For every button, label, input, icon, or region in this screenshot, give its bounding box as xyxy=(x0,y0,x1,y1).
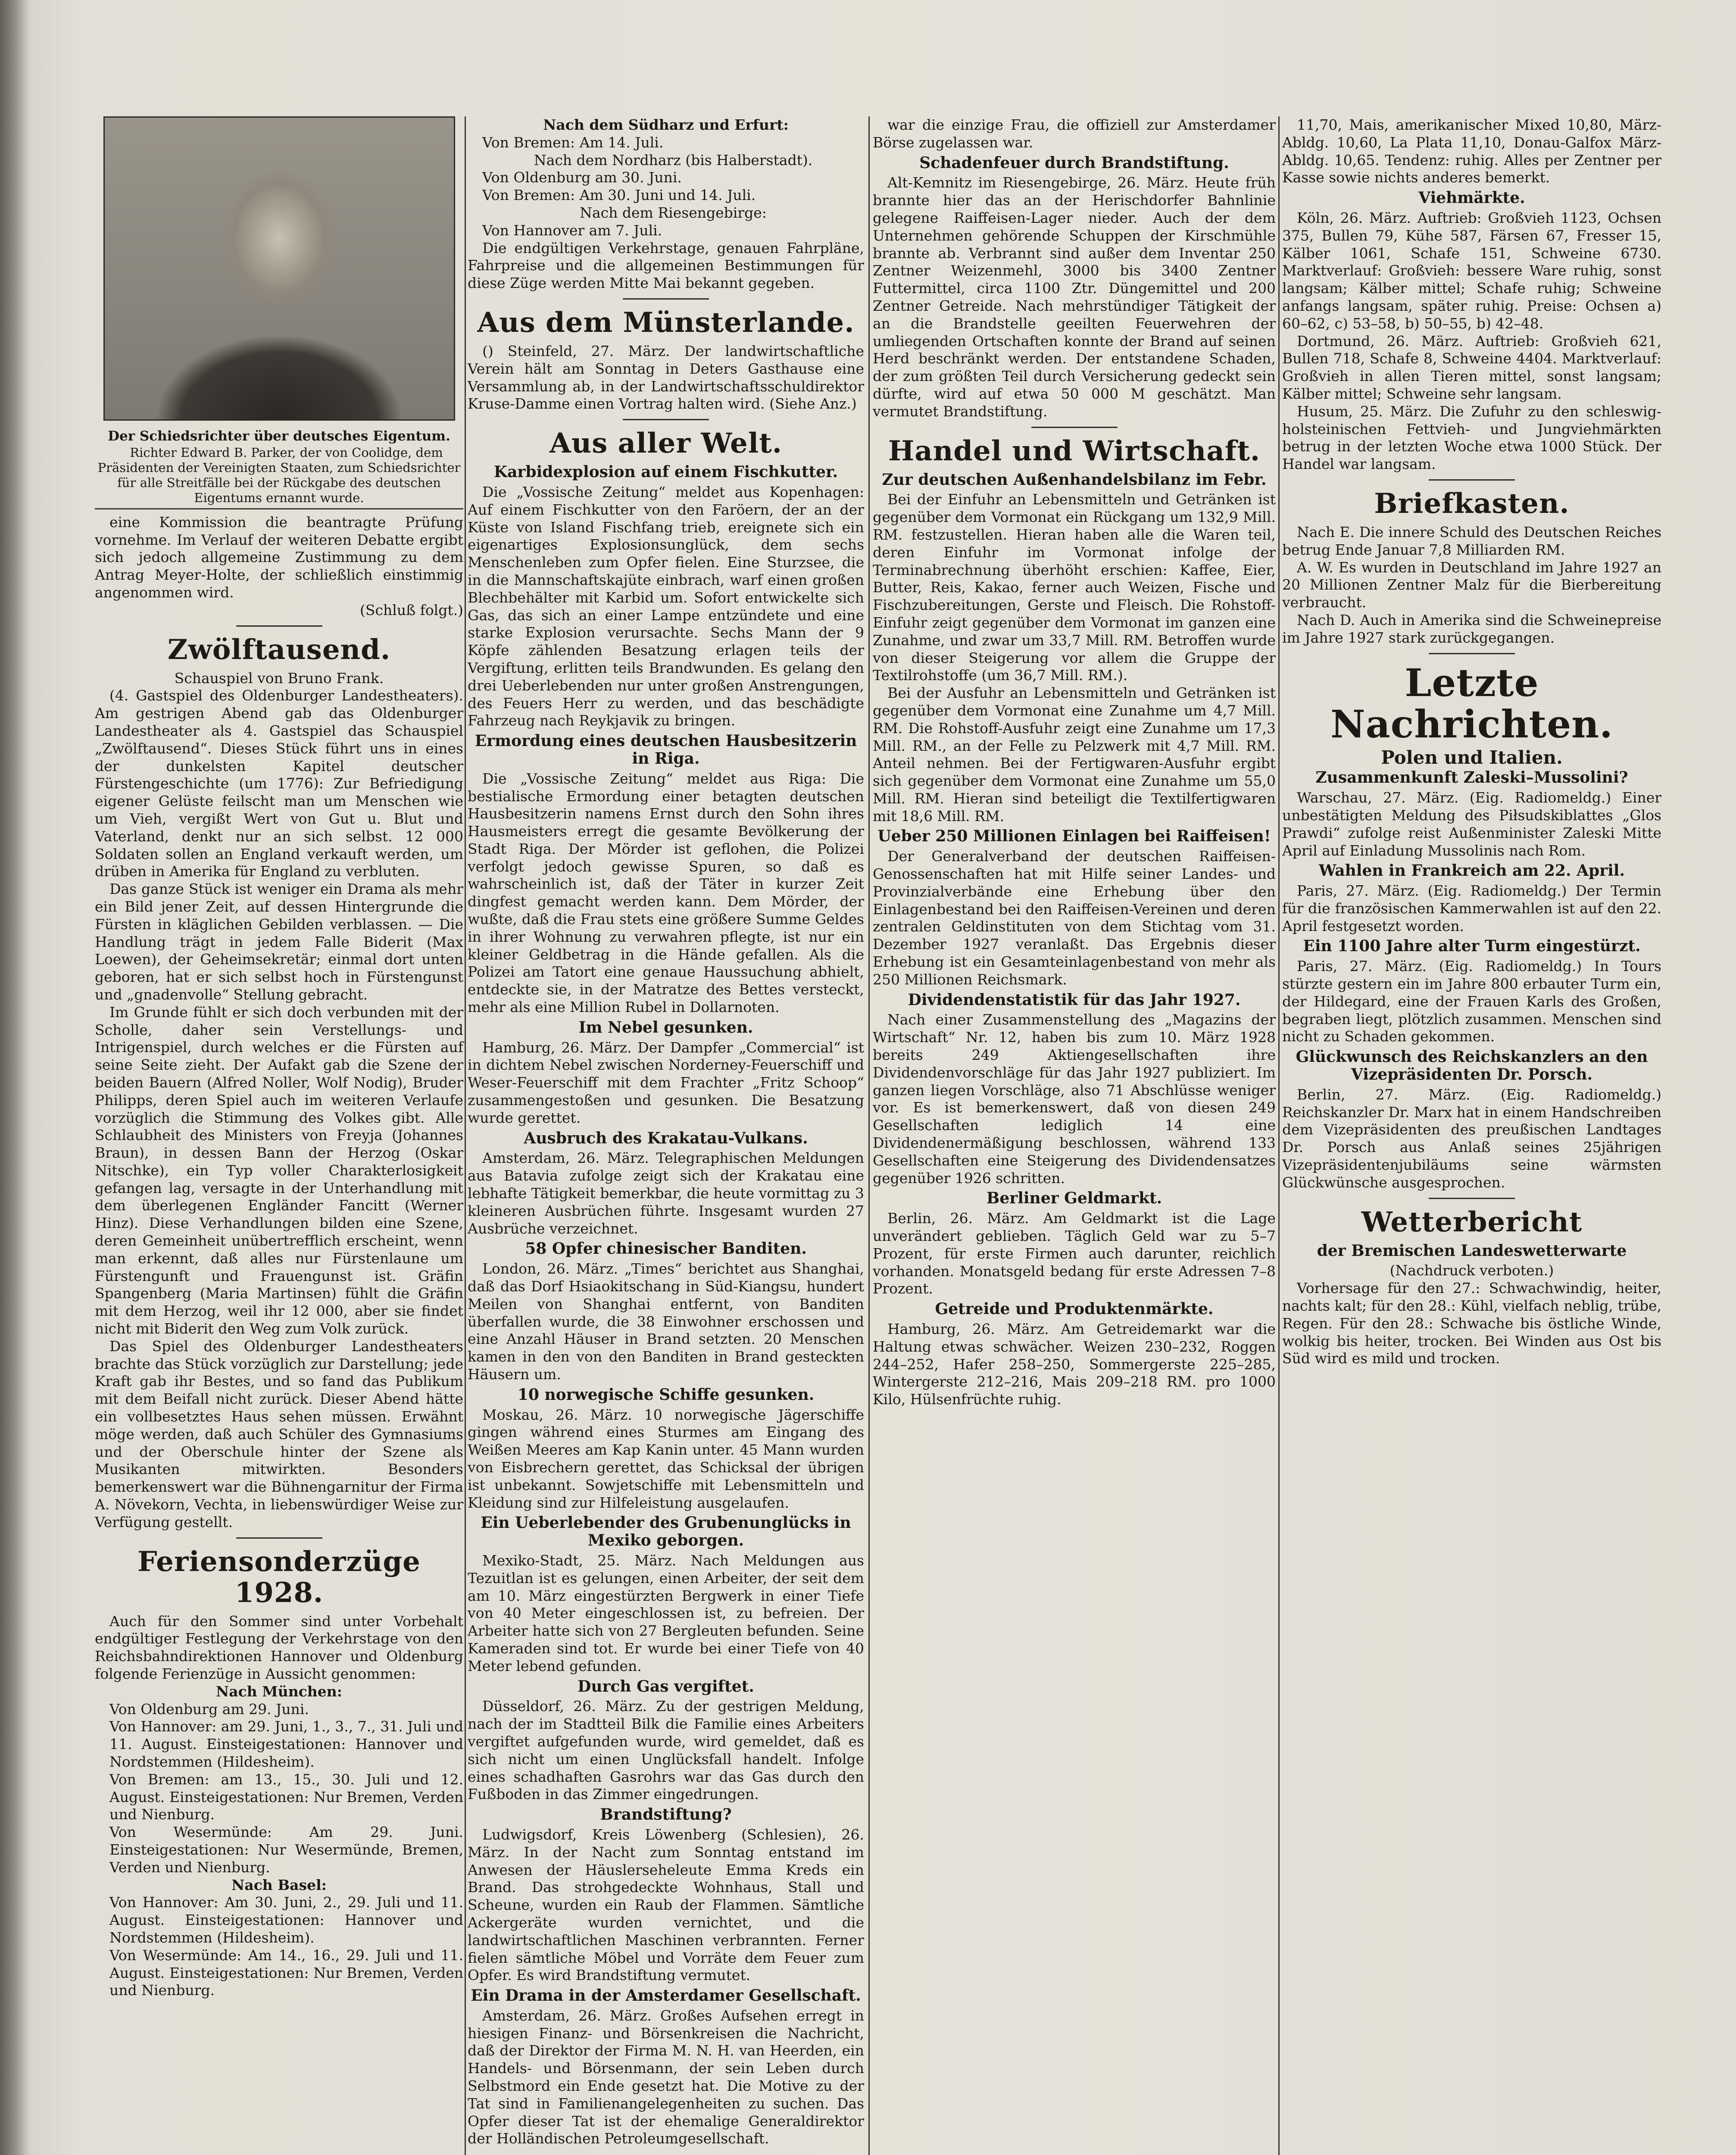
subhead: Ermordung eines deutschen Hausbesitzerin in Riga. xyxy=(475,732,857,768)
article-text: Die endgültigen Verkehrstage, genauen Fahrpläne, Fahrpreise und die allgemeinen Bestimmungen für diese Züge werden Mitte Mai bekannt gegeben. xyxy=(468,239,864,292)
note: (Nachdruck verboten.) xyxy=(1389,1262,1554,1279)
subhead: Im Nebel gesunken. xyxy=(578,1018,753,1037)
subhead: Ein Drama in der Amsterdamer Gesellschaft. xyxy=(471,1986,861,2005)
list-item: Von Hannover: am 29. Juni, 1., 3., 7., 31. Juli und 11. August. Einsteigestationen: Hannover und Nordstemmen (Hildesheim). xyxy=(109,1718,463,1770)
subhead: Ueber 250 Millionen Einlagen bei Raiffeisen! xyxy=(877,827,1271,846)
article-text: Moskau, 26. März. 10 norwegische Jägerschiffe gingen während eines Sturmes am Eingang des Weißen Meeres am Kap Kanin unter. 45 Mann wurden von Eisbrechern gerettet, das Schicksal der übrigen ist unbekannt. Sowjetschiffe mit Lebensmitteln und Kleidung sind zur Hilfeleistung ausgelaufen. xyxy=(468,1406,864,1511)
subhead: Zusammenkunft Zaleski–Mussolini? xyxy=(1315,768,1628,787)
subhead: 10 norwegische Schiffe gesunken. xyxy=(517,1385,815,1404)
article-text: Amsterdam, 26. März. Großes Aufsehen erregt in hiesigen Finanz- und Börsenkreisen die Nachricht, daß der Direktor der Firma M. N. H. van Heerden, ein Handels- und Börsenmann, der sein Leben durch Selbstmord ein Ende gesetzt hat. Die Motive zu der Tat sind in Familienangelegenheiten zu suchen. Das Opfer dieser Tat ist der ehemalige Generaldirektor der Holländischen Petroleumgesellschaft. xyxy=(468,2007,864,2147)
continued-note: (Schluß folgt.) xyxy=(360,601,463,618)
article-text: Nach D. Auch in Amerika sind die Schweinepreise im Jahre 1927 stark zurückgegangen. xyxy=(1282,611,1661,646)
article-text: Die „Vossische Zeitung“ meldet aus Kopenhagen: Auf einem Fischkutter von den Faröern, der an der Küste von Island Fischfang trieb, ereignete sich ein eigenartiges Explosionsunglück, dem sechs Menschenleben zum Opfer fielen. Eine Sturzsee, die in die Mannschaftskajüte einbrach, warf einen großen Blechbehälter mit Karbid um. Sofort entwickelte sich Gas, das sich an einer Lampe entzündete und eine starke Explosion verursachte. Sechs Mann der 9 Köpfe zählenden Besatzung erlagen teils der Vergiftung, erlitten teils Brandwunden. Es gelang den drei Ueberlebenden nur unter großen Anstrengungen, des Feuers Herr zu werden, und das beschädigte Fahrzeug nach Reykjavik zu bringen. xyxy=(468,483,864,729)
article-text: Husum, 25. März. Die Zufuhr zu den schleswig-holsteinischen Fettvieh- und Jungviehmärkten betrug in der letzten Woche etwa 1000 Stück. Der Handel war langsam. xyxy=(1282,403,1661,473)
article-text: Alt-Kemnitz im Riesengebirge, 26. März. Heute früh brannte hier das an der Herischdorfer Bahnlinie gelegene Raiffeisen-Lager nieder. Auch der dem Unternehmen gehörende Schuppen der Kirschmühle brannte ab. Verbrannt sind außer dem Inventar 250 Zentner Weizenmehl, 3000 bis 3400 Zentner Futtermittel, circa 1100 Ztr. Düngemittel und 200 Zentner Getreide. Nach mehrstündiger Tätigkeit der an die Brandstelle geeilten Feuerwehren der umliegenden Ortschaften konnte der Brand auf seinen Herd beschränkt werden. Der entstandene Schaden, der zum größten Teil durch Versicherung gedeckt sein dürfte, wird auf etwa 50 000 M geschätzt. Man vermutet Brandstiftung. xyxy=(873,174,1276,420)
subhead: Getreide und Produktenmärkte. xyxy=(935,1300,1214,1318)
list-item: Von Oldenburg am 30. Juni. xyxy=(482,169,682,186)
headline-feriensonderzuege: Feriensonderzüge 1928. xyxy=(137,1545,421,1609)
subhead: Nach dem Riesengebirge: xyxy=(580,204,767,221)
list-item: Von Hannover am 7. Juli. xyxy=(482,222,662,239)
article-text: Nach einer Zusammenstellung des „Magazins der Wirtschaft“ Nr. 12, haben bis zum 10. März 1928 bereits 249 Aktiengesellschaften ihre Dividendenvorschläge für das Jahr 1927 publiziert. Im ganzen liegen Vorschläge, also 71 Abschlüsse weniger vor. Es ist bemerkenswert, daß von diesen 249 Gesellschaften lediglich 14 eine Dividendenermäßigung beschlossen, während 133 Gesellschaften eine Steigerung des Dividendensatzes gegenüber 1926 schritten. xyxy=(873,1011,1276,1187)
subhead: 58 Opfer chinesischer Banditen. xyxy=(525,1240,807,1258)
headline-briefkasten: Briefkasten. xyxy=(1374,487,1570,520)
article-text: Bei der Einfuhr an Lebensmitteln und Getränken ist gegenüber dem Vormonat ein Rückgang um 132,9 Mill. RM. festzustellen. Hieran haben alle die Waren teil, deren Einfuhr im Vormonat infolge der Terminabrechnung überhöht erschien: Kaffee, Eier, Butter, Reis, Kakao, ferner auch Weizen, Fische und Fischzubereitungen, Gerste und Fleisch. Die Rohstoff-Einfuhr zeigt gegenüber dem Vormonat im ganzen eine Zunahme, und zwar um 33,7 Mill. RM. Betroffen wurde von dieser Steigerung vor allem die Gruppe der Textilrohstoffe (um 36,7 Mill. RM.). xyxy=(873,491,1276,684)
subhead: der Bremischen Landeswetterwarte xyxy=(1317,1241,1627,1260)
subhead: Nach dem Südharz und Erfurt: xyxy=(543,116,789,133)
article-text: Köln, 26. März. Auftrieb: Großvieh 1123, Ochsen 375, Bullen 79, Kühe 587, Färsen 67, Fresser 15, Kälber 1061, Schafe 151, Schweine 6730. Marktverlauf: Großvieh: bessere Ware ruhig, sonst langsam; Kälber mittel; Schafe ruhig; Schweine anfangs langsam, später ruhig. Preise: Ochsen a) 60–62, c) 53–58, b) 50–55, b) 42–48. xyxy=(1282,209,1661,332)
article-text: Dortmund, 26. März. Auftrieb: Großvieh 621, Bullen 718, Schafe 8, Schweine 4404. Marktverlauf: Großvieh in allen Tieren mittel, sonst langsam; Kälber mittel; Schweine sehr langsam. xyxy=(1282,332,1661,402)
list-item: Von Bremen: am 13., 15., 30. Juli und 12. August. Einsteigestationen: Nur Bremen, Verden und Nienburg. xyxy=(109,1771,463,1823)
article-text: Vorhersage für den 27.: Schwachwindig, heiter, nachts kalt; für den 28.: Kühl, vielfach neblig, trübe, Regen. Für den 28.: Schwache bis östliche Winde, wolkig bis heiter, trocken. Bei Winden aus Ost bis Süd wird es mild und trocken. xyxy=(1282,1280,1661,1367)
headline-letzte-nachrichten: Letzte Nachrichten. xyxy=(1330,660,1613,746)
subhead: Viehmärkte. xyxy=(1418,189,1525,207)
subhead: Schadenfeuer durch Brandstiftung. xyxy=(919,153,1229,172)
portrait-photo xyxy=(103,116,455,421)
article-text: Das ganze Stück ist weniger ein Drama als mehr ein Bild jener Zeit, auf dessen Hintergrunde die Fürsten in kläglichen Gebilden verblassen. — Die Handlung trägt in jedem Falle Biderit (Max Loewen), der Geheimsekretär; einmal dort unten geboren, hat er sich selbst hoch in Fürstengunst und „gnadenvolle“ Stellung gebracht. xyxy=(95,881,463,1003)
column-2 xyxy=(468,116,864,2147)
article-text: London, 26. März. „Times“ berichtet aus Shanghai, daß das Dorf Hsiaokitschang in Süd-Kiangsu, hundert Meilen von Shanghai entfernt, von Banditen überfallen wurde, die 38 Einwohner erschossen und eine Anzahl Häuser in Brand setzten. 20 Menschen kamen in den von den Banditen in Brand gesteckten Häusern um. xyxy=(468,1260,864,1383)
list-item: Von Bremen: Am 14. Juli. xyxy=(482,134,664,151)
article-text: () Steinfeld, 27. März. Der landwirtschaftliche Verein hält am Sonntag in Deters Gasthause eine Versammlung ab, in der Landwirtschaftsschuldirektor Kruse-Damme einen Vortrag halten wird. (Siehe Anz.) xyxy=(468,342,864,412)
article-text: Amsterdam, 26. März. Telegraphischen Meldungen aus Batavia zufolge zeigt sich der Krakatau eine lebhafte Tätigkeit bemerkbar, die heute vormittag zu 3 kleineren Ausbrüchen führte. Insgesamt wurden 27 Ausbrüche verzeichnet. xyxy=(468,1149,864,1237)
subhead: Ein 1100 Jahre alter Turm eingestürzt. xyxy=(1303,937,1641,956)
column-rule xyxy=(465,116,466,2155)
subhead: Wahlen in Frankreich am 22. April. xyxy=(1318,862,1625,880)
column-3 xyxy=(873,116,1276,2099)
subhead: Glückwunsch des Reichskanzlers an den Vizepräsidenten Dr. Porsch. xyxy=(1296,1048,1648,1084)
article-text: Hamburg, 26. März. Am Getreidemarkt war die Haltung etwas schwächer. Weizen 230–232, Roggen 244–252, Hafer 258–250, Sommergerste 225–285, Wintergerste 212–216, Mais 209–218 RM. pro 1000 Kilo, Hülsenfrüchte ruhig. xyxy=(873,1321,1276,1408)
article-text: eine Kommission die beantragte Prüfung vornehme. Im Verlauf der weiteren Debatte ergibt sich jedoch allgemeine Zustimmung zu dem Antrag Meyer-Holte, der schließlich einstimmig angenommen wird. xyxy=(95,513,463,601)
subhead: Durch Gas vergiftet. xyxy=(578,1677,754,1696)
article-text: Nach E. Die innere Schuld des Deutschen Reiches betrug Ende Januar 7,8 Milliarden RM. xyxy=(1282,523,1661,558)
article-text: Das Spiel des Oldenburger Landestheaters brachte das Stück vorzüglich zur Darstellung; jede Kraft gab ihr Bestes, und so fand das Publikum mit dem Beifall nicht zurück. Dieser Abend hätte ein vollbesetztes Haus sehen müssen. Erwähnt möge werden, daß auch Schüler des Gymnasiums und der Oberschule hinter der Szene als Musikanten mitwirkten. Besonders bemerkenswert war die Bühnengarnitur der Firma A. Növekorn, Vechta, in liebenswürdiger Weise zur Verfügung gestellt. xyxy=(95,1337,463,1530)
column-rule xyxy=(1278,116,1280,2155)
headline-zwoelftausend: Zwölftausend. xyxy=(167,633,391,666)
column-1 xyxy=(95,116,463,2099)
subhead: Zur deutschen Außenhandelsbilanz im Febr. xyxy=(882,470,1267,489)
article-text: Die „Vossische Zeitung“ meldet aus Riga: Die bestialische Ermordung einer betagten deutschen Hausbesitzerin namens Ernst durch den Sohn ihres Hausmeisters erregt die gesamte Bevölkerung der Stadt Riga. Der Mörder ist geflohen, die Polizei verfolgt jedoch gewisse Spuren, so daß es wahrscheinlich ist, daß der Täter in kurzer Zeit dingfest gemacht werden kann. Dem Mörder, der wußte, daß die Frau stets eine größere Summe Geldes in ihrer Wohnung zu verwahren pflegte, ist nur ein kleiner Geldbetrag in die Hände gefallen. Als die Polizei am Tatort eine genaue Haussuchung abhielt, entdeckte sie, in der Matratze des Bettes versteckt, mehr als eine Million Rubel in Dollarnoten. xyxy=(468,770,864,1016)
article-text: (4. Gastspiel des Oldenburger Landestheaters). Am gestrigen Abend gab das Oldenburger Landestheater als 4. Gastspiel das Schauspiel „Zwölftausend“. Dieses Stück führt uns in eines der dunkelsten Kapitel deutscher Fürstengeschichte (um 1776): Zur Befriedigung eigener Gelüste feilscht man um Menschen wie um Vieh, vergißt Wert von Gut u. Blut und Vaterland, denkt nur an sich selbst. 12 000 Soldaten sollen an England verkauft werden, um drüben in Amerika für England zu verbluten. xyxy=(95,687,463,880)
column-rule xyxy=(868,116,870,2155)
byline: Schauspiel von Bruno Frank. xyxy=(174,669,384,687)
article-text: Hamburg, 26. März. Der Dampfer „Commercial“ ist in dichtem Nebel zwischen Norderney-Feuerschiff und Weser-Feuerschiff mit dem Frachter „Fritz Schoop“ zusammengestoßen und gesunken. Die Besatzung wurde gerettet. xyxy=(468,1039,864,1126)
list-item: Von Wesermünde: Am 29. Juni. Einsteigestationen: Nur Wesermünde, Bremen, Verden und Nienburg. xyxy=(109,1824,463,1876)
photo-caption-title: Der Schiedsrichter über deutsches Eigentum. xyxy=(108,428,450,444)
article-text: Der Generalverband der deutschen Raiffeisen-Genossenschaften hat mit Hilfe seiner Landes- und Provinzialverbände eine Erhebung über den Einlagenbestand bei den Raiffeisen-Vereinen und deren zentralen Geldinstituten von dem Stichtag vom 31. Dezember 1927 veranlaßt. Das Ergebnis dieser Erhebung ist ein Gesamteinlagenbestand von mehr als 250 Millionen Reichsmark. xyxy=(873,848,1276,988)
subhead: Dividendenstatistik für das Jahr 1927. xyxy=(908,990,1241,1009)
subhead: Nach Basel: xyxy=(231,1876,327,1893)
headline-handel-wirtschaft: Handel und Wirtschaft. xyxy=(888,434,1261,467)
article-text: Im Grunde fühlt er sich doch verbunden mit der Scholle, daher sein Verstellungs- und Intrigenspiel, durch welches er die Fürsten auf seine Seite zieht. Der Aufakt gab die Szene der beiden Bauern (Alfred Noller, Wolf Nodig), Bruder Philipps, deren Spiel auch im weiteren Verlaufe vorzüglich die Stimmung des Volkes gibt. Alle Schlaubheit des Ministers von Freyja (Johannes Braun), in dessen Bann der Herzog (Oskar Nitschke), ein Typ voller Charakterlosigkeit gefangen lag, versagte in der Unterhandlung mit dem überlegenen Engländer Fancitt (Werner Hinz). Diese Verhandlungen bilden eine Szene, deren Gemeinheit unübertrefflich erscheint, wenn man erkennt, daß alles nur Fürstenlaune um Fürstengunft und Frauengunst ist. Gräfin Spangenberg (Maria Martinsen) fühlt die Gräfin mit dem Herzog, weil ihr 12 000, aber sie findet nicht mit Biderit den Weg zum Volk zurück. xyxy=(95,1003,463,1337)
article-text: A. W. Es wurden in Deutschland im Jahre 1927 an 20 Millionen Zentner Malz für die Bierbereitung verbraucht. xyxy=(1282,559,1661,611)
subhead: Nach dem Nordharz (bis Halberstadt). xyxy=(534,151,813,169)
headline-wetterbericht: Wetterbericht xyxy=(1361,1206,1583,1238)
subhead: Nach München: xyxy=(216,1683,342,1700)
subhead: Polen und Italien. xyxy=(1381,746,1563,768)
headline-muensterlande: Aus dem Münsterlande. xyxy=(477,306,855,339)
subhead: Ausbruch des Krakatau-Vulkans. xyxy=(524,1129,808,1147)
article-text: 11,70, Mais, amerikanischer Mixed 10,80, März-Abldg. 10,60, La Plata 11,10, Donau-Galfox März-Abldg. 10,65. Tendenz: ruhig. Alles per Zentner per Kasse sowie nichts anderes bemerkt. xyxy=(1282,116,1661,186)
photo-caption: Richter Edward B. Parker, der von Coolidge, dem Präsidenten der Vereinigten Staaten, zum Schiedsrichter für alle Streitfälle bei der Rückgabe des deutschen Eigentums ernannt wurde. xyxy=(97,445,461,505)
article-text: Ludwigsdorf, Kreis Löwenberg (Schlesien), 26. März. In der Nacht zum Sonntag entstand im Anwesen der Häuslerseheleute Emma Kreds ein Brand. Das strohgedeckte Wohnhaus, Stall und Scheune, wurden ein Raub der Flammen. Sämtliche Ackergeräte wurden vernichtet, und die landwirtschaftlichen Maschinen verbrannten. Ferner fielen sämtliche Möbel und Vorräte dem Feuer zum Opfer. Es wird Brandstiftung vermutet. xyxy=(468,1826,864,1984)
article-text: war die einzige Frau, die offiziell zur Amsterdamer Börse zugelassen war. xyxy=(873,116,1276,151)
article-text: Auch für den Sommer sind unter Vorbehalt endgültiger Festlegung der Verkehrstage von den Reichsbahndirektionen Hannover und Oldenburg folgende Ferienzüge in Aussicht genommen: xyxy=(95,1612,463,1683)
article-text: Düsseldorf, 26. März. Zu der gestrigen Meldung, nach der im Stadtteil Bilk die Familie eines Arbeiters vergiftet aufgefunden wurde, wird gemeldet, daß es sich nicht um einen Unglücksfall handelt. Infolge eines schadhaften Gasrohrs war das Gas durch den Fußboden in das Zimmer eingedrungen. xyxy=(468,1698,864,1803)
article-text: Warschau, 27. März. (Eig. Radiomeldg.) Einer unbestätigten Meldung des Piłsudskiblattes „Glos Prawdi“ zufolge reist Außenminister Zaleski Mitte April auf Einladung Mussolinis nach Rom. xyxy=(1282,789,1661,859)
article-text: Berlin, 26. März. Am Geldmarkt ist die Lage unverändert geblieben. Täglich Geld war zu 5–7 Prozent, für erste Firmen auch darunter, reichlich vorhanden. Monatsgeld bedang für erste Adressen 7–8 Prozent. xyxy=(873,1210,1276,1297)
article-text: Berlin, 27. März. (Eig. Radiomeldg.) Reichskanzler Dr. Marx hat in einem Handschreiben dem Vizepräsidenten des preußischen Landtages Dr. Porsch aus Anlaß seines 25jährigen Vizepräsidentenjubiläums seine wärmsten Glückwünsche ausgesprochen. xyxy=(1282,1086,1661,1191)
list-item: Von Bremen: Am 30. Juni und 14. Juli. xyxy=(482,187,756,204)
column-4 xyxy=(1282,116,1661,2099)
subhead: Karbidexplosion auf einem Fischkutter. xyxy=(493,463,838,481)
subhead: Berliner Geldmarkt. xyxy=(986,1189,1162,1208)
headline-aus-aller-welt: Aus aller Welt. xyxy=(550,427,782,460)
subhead: Ein Ueberlebender des Grubenunglücks in Mexiko geborgen. xyxy=(481,1514,851,1550)
list-item: Von Wesermünde: Am 14., 16., 29. Juli und 11. August. Einsteigestationen: Nur Bremen, Verden und Nienburg. xyxy=(109,1946,463,1999)
article-text: Paris, 27. März. (Eig. Radiomeldg.) In Tours stürzte gestern ein im Jahre 800 erbauter Turm ein, der Hildegard, eine der Frauen Karls des Großen, begraben liegt, plötzlich zusammen. Menschen sind nicht zu Schaden gekommen. xyxy=(1282,958,1661,1045)
article-text: Bei der Ausfuhr an Lebensmitteln und Getränken ist gegenüber dem Vormonat eine Zunahme um 4,7 Mill. RM. Die Rohstoff-Ausfuhr zeigt eine Zunahme um 17,3 Mill. RM., an der Felle zu Pelzwerk mit 4,7 Mill. RM. Anteil nehmen. Bei der Fertigwaren-Ausfuhr ergibt sich gegenüber dem Vormonat eine Zunahme um 55,0 Mill. RM. Hieran sind beteiligt die Textilfertigwaren mit 18,6 Mill. RM. xyxy=(873,684,1276,825)
list-item: Von Oldenburg am 29. Juni. xyxy=(109,1700,309,1718)
article-text: Paris, 27. März. (Eig. Radiomeldg.) Der Termin für die französischen Kammerwahlen ist auf den 22. April festgesetzt worden. xyxy=(1282,882,1661,934)
article-text: Mexiko-Stadt, 25. März. Nach Meldungen aus Tezuitlan ist es gelungen, einen Arbeiter, der seit dem am 10. März eingestürzten Bergwerk in einer Tiefe von 40 Meter eingeschlossen ist, zu befreien. Der Arbeiter hatte sich von 27 Bergleuten befunden. Seine Kameraden sind tot. Er wurde bei einer Tiefe von 40 Meter lebend gefunden. xyxy=(468,1552,864,1674)
subhead: Brandstiftung? xyxy=(600,1805,732,1824)
list-item: Von Hannover: Am 30. Juni, 2., 29. Juli und 11. August. Einsteigestationen: Hannover und Nordstemmen (Hildesheim). xyxy=(109,1894,463,1946)
